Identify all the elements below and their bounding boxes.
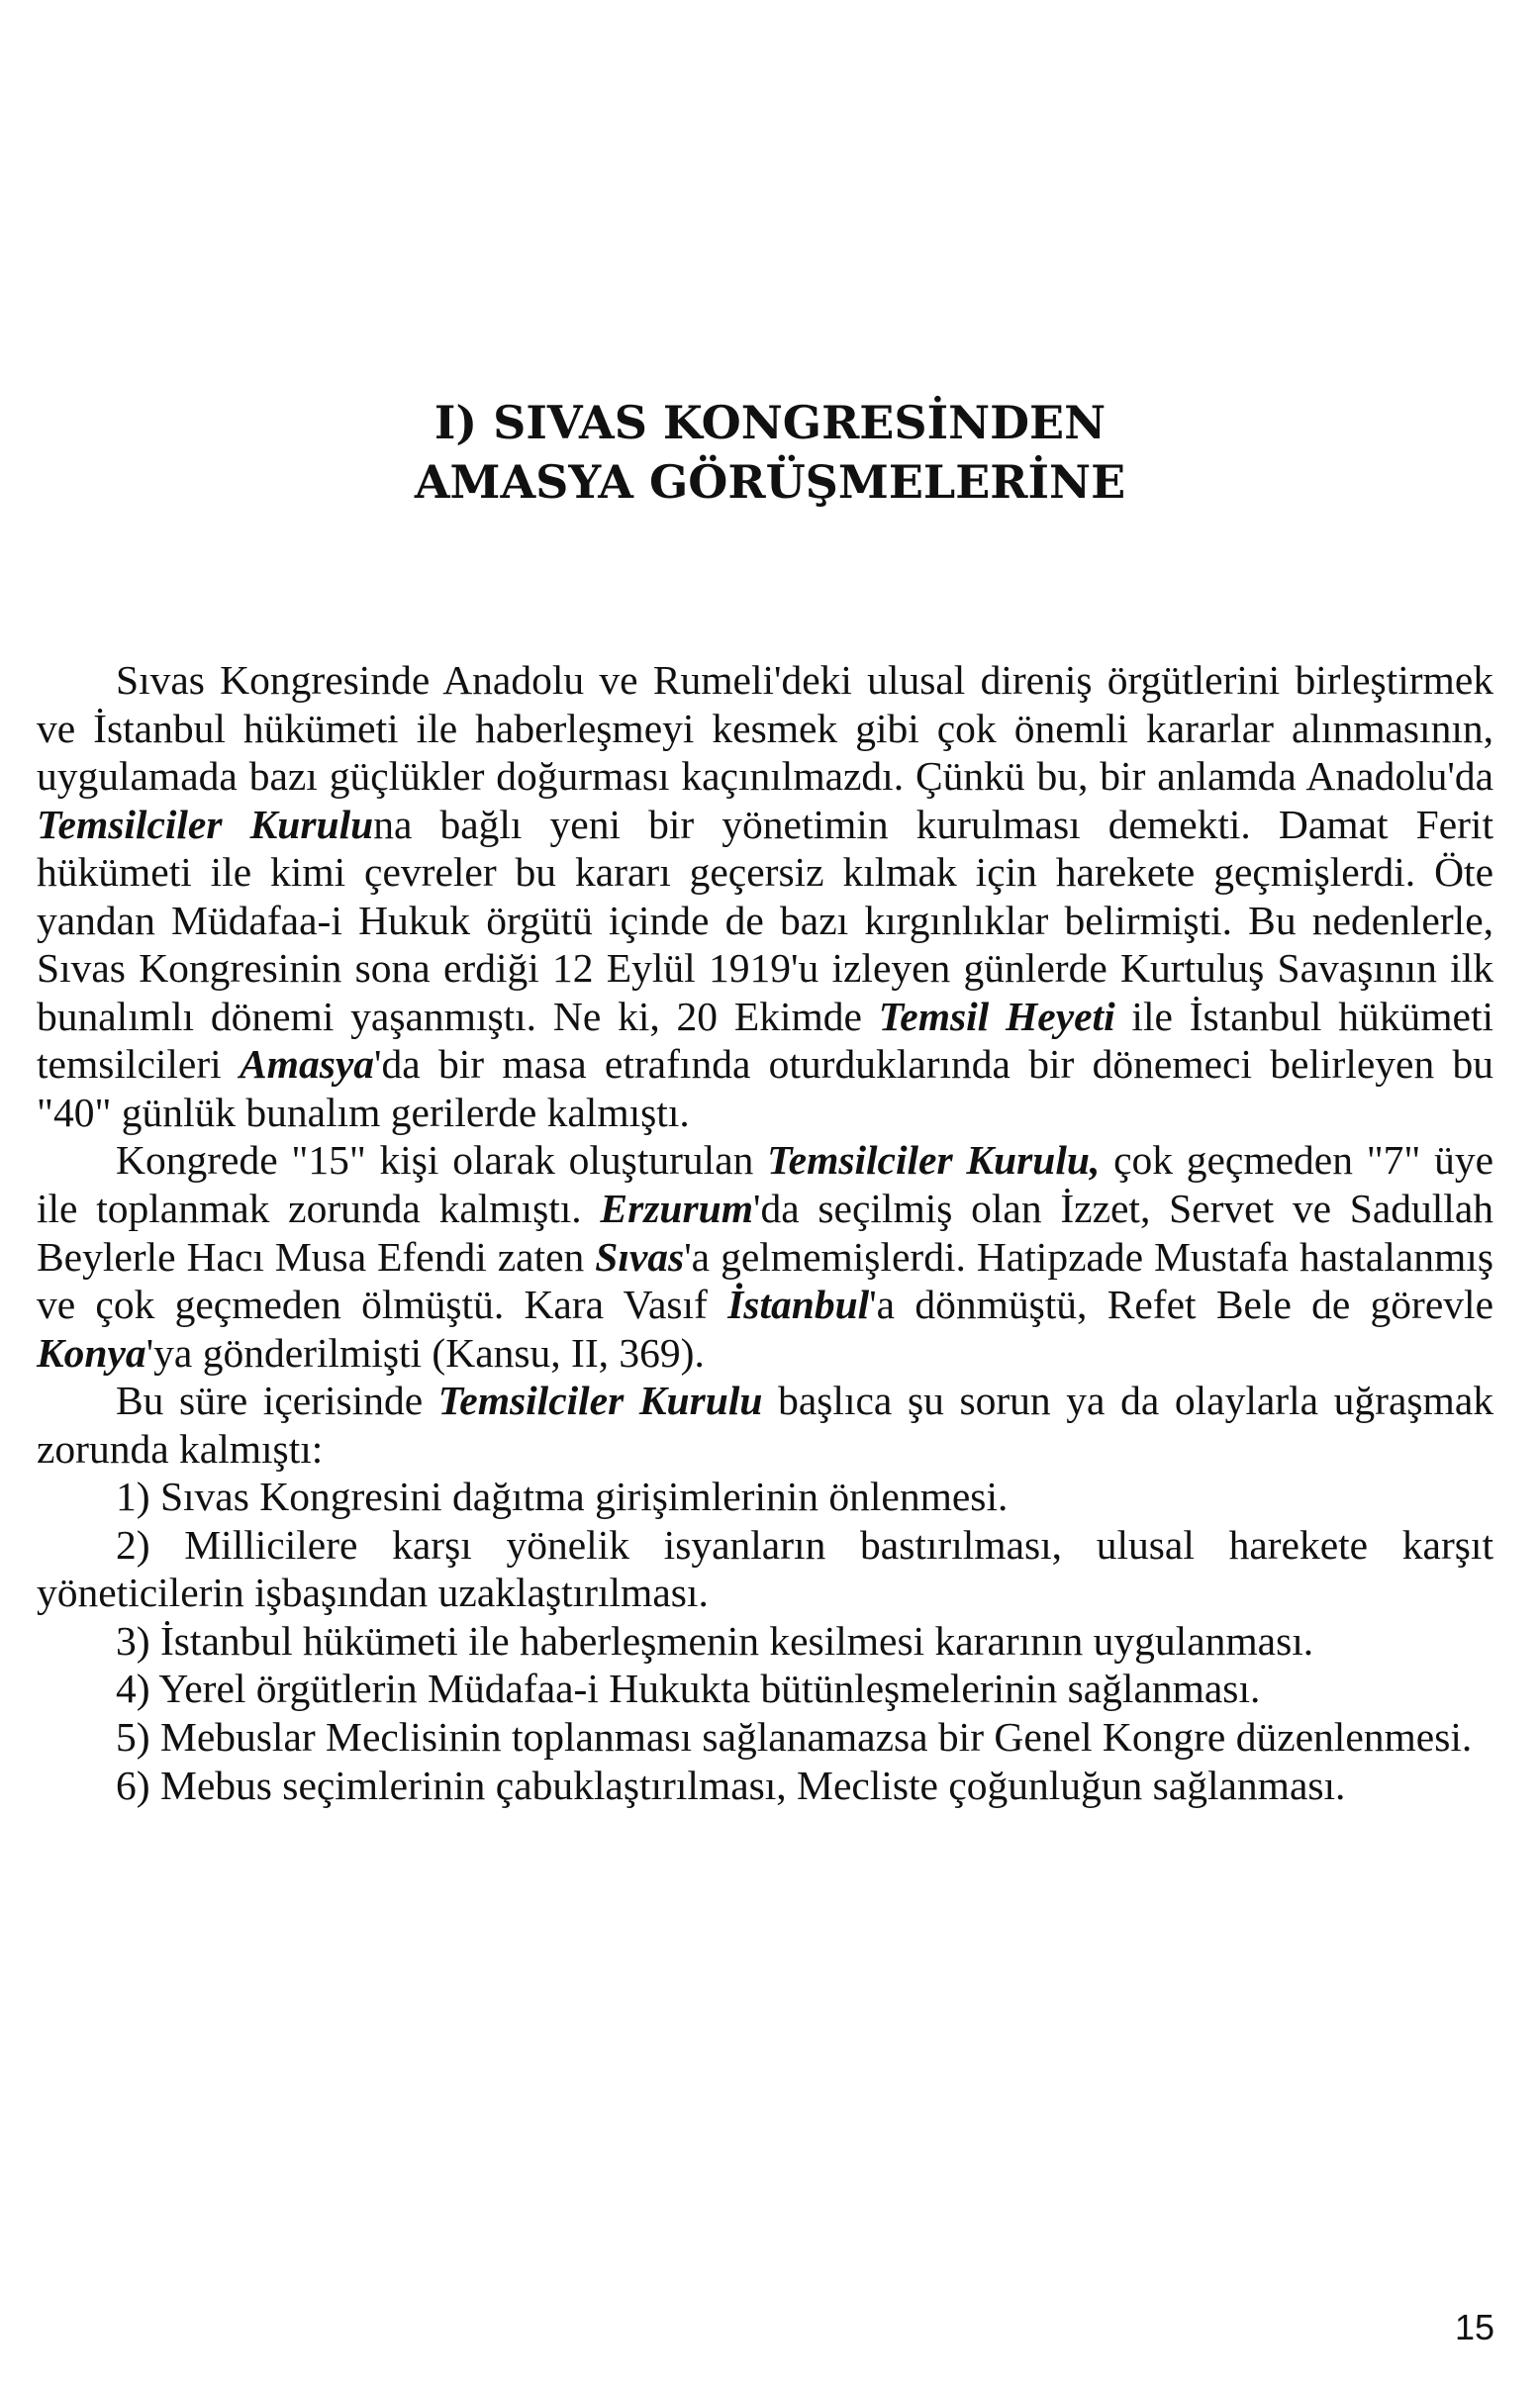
emphasis-text: Temsil Heyeti — [878, 993, 1115, 1039]
paragraph — [37, 1713, 1493, 1762]
text-segment: 4) Yerel örgütlerin Müdafaa-i Hukukta bütünleşmelerinin sağlanması. — [116, 1666, 1261, 1712]
text-segment: 'da bir masa etrafında oturduklarında bir dönemeci belirleyen bu "40" günlük bunalım gerilerde kalmıştı. — [37, 1041, 1493, 1135]
emphasis-text: Konya — [37, 1329, 146, 1376]
text-segment: 'a dönmüştü, Refet Bele de görevle — [869, 1282, 1493, 1328]
text-segment: 'da seçilmiş olan İzzet, Servet ve Sadullah Beylerle Hacı Musa Efendi zaten — [37, 1186, 1493, 1280]
paragraph — [37, 1762, 1493, 1810]
text-segment: çok geçmeden "7" üye ile toplanmak zorunda kalmıştı. — [37, 1137, 1493, 1232]
text-segment: Sıvas Kongresinde Anadolu ve Rumeli'deki ulusal direniş örgütlerini birleştirmek ve İstanbul hükümeti ile haberleşmeyi kesmek gibi çok önemli kararlar alınmasının, uygulamada bazı güçlükler doğurması kaçınılmazdı. Çünkü bu, bir anlamda Anadolu'da — [37, 657, 1493, 800]
text-segment: 3) İstanbul hükümeti ile haberleşmenin kesilmesi kararının uygulanması. — [116, 1617, 1314, 1664]
text-segment: 5) Mebuslar Meclisinin toplanması sağlanamazsa bir Genel Kongre düzenlenmesi. — [116, 1714, 1473, 1761]
paragraph — [37, 1665, 1493, 1713]
paragraph — [37, 1521, 1493, 1617]
emphasis-text: Temsilciler Kurulu — [437, 1378, 763, 1424]
text-segment: başlıca şu sorun ya da olaylarla uğraşmak zorunda kalmıştı: — [37, 1378, 1494, 1472]
paragraph — [37, 656, 1493, 1136]
emphasis-text: Temsilciler Kurulu — [37, 801, 374, 847]
emphasis-text: Temsilciler Kurulu, — [767, 1137, 1101, 1184]
emphasis-text: Erzurum — [600, 1186, 753, 1232]
page-number: 15 — [1454, 2307, 1494, 2347]
paragraph — [37, 1136, 1493, 1377]
text-segment: na bağlı yeni bir yönetimin kurulması demekti. Damat Ferit hükümeti ile kimi çevreler bu kararı geçersiz kılmak için harekete geçmişlerdi. Öte yandan Müdafaa-i Hukuk örgütü içinde de bazı kırgınlıklar belirmişti. Bu nedenlerle, Sıvas Kongresinin sona erdiği 12 Eylül 1919'u izleyen günlerde Kurtuluş Savaşının ilk bunalımlı dönemi yaşanmıştı. Ne ki, 20 Ekimde — [37, 801, 1493, 1039]
paragraph — [37, 1617, 1493, 1666]
chapter-title-line-2: AMASYA GÖRÜŞMELERİNE — [414, 455, 1126, 509]
emphasis-text: Sıvas — [595, 1233, 685, 1280]
paragraph — [37, 1377, 1493, 1473]
text-segment: 1) Sıvas Kongresini dağıtma girişimlerinin önlenmesi. — [116, 1474, 1009, 1520]
chapter-title-line-1: I) SIVAS KONGRESİNDEN — [433, 396, 1107, 449]
paragraph — [37, 1473, 1493, 1521]
text-segment: 'ya gönderilmişti (Kansu, II, 369). — [145, 1329, 705, 1376]
emphasis-text: İstanbul — [727, 1282, 870, 1328]
emphasis-text: Amasya — [239, 1041, 375, 1088]
text-segment: Bu süre içerisinde — [116, 1378, 438, 1424]
text-segment: 6) Mebus seçimlerinin çabuklaştırılması, Mecliste çoğunluğun sağlanması. — [116, 1762, 1346, 1808]
text-segment: 'a gelmemişlerdi. Hatipzade Mustafa hastalanmış ve çok geçmeden ölmüştü. Kara Vasıf — [37, 1233, 1493, 1328]
text-segment: 2) Millicilere karşı yönelik isyanların bastırılması, ulusal harekete karşıt yöneticilerin işbaşından uzaklaştırılması. — [37, 1521, 1493, 1616]
text-segment: Kongrede "15" kişi olarak oluşturulan — [116, 1137, 768, 1184]
body-text — [37, 656, 1493, 1809]
text-segment: ile İstanbul hükümeti temsilcileri — [37, 993, 1493, 1088]
